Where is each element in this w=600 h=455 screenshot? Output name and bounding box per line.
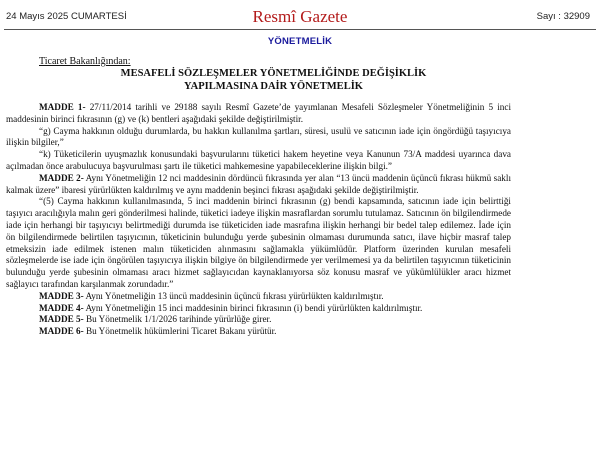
article-text: Bu Yönetmelik 1/1/2026 tarihinde yürürlüğe girer. bbox=[83, 314, 272, 325]
article-2 bbox=[6, 173, 511, 197]
gazette-header bbox=[0, 0, 600, 30]
article-text: 27/11/2014 tarihli ve 29188 sayılı Resmî Gazete’de yayımlanan Mesafeli Sözleşmeler Yönetmeliğinin 5 inci maddesinin birinci fıkrasının (g) ve (k) bentleri aşağıdaki şekilde değiştirilmiştir. bbox=[6, 102, 512, 124]
amendment-clause-g bbox=[6, 126, 511, 150]
section-heading: YÖNETMELİK bbox=[267, 36, 333, 47]
article-text: Aynı Yönetmeliğin 15 inci maddesinin birinci fıkrasının (i) bendi yürürlükten kaldırılmıştır. bbox=[83, 302, 423, 313]
header-divider bbox=[4, 29, 596, 30]
regulation-body bbox=[6, 56, 511, 338]
article-text: Aynı Yönetmeliğin 13 üncü maddesinin üçüncü fıkrası yürürlükten kaldırılmıştır. bbox=[83, 290, 384, 301]
article-4 bbox=[6, 303, 511, 315]
amendment-paragraph-5 bbox=[6, 196, 511, 290]
gazette-name: Resmî Gazete bbox=[252, 7, 348, 26]
regulation-title-line-1: MESAFELİ SÖZLEŞMELER YÖNETMELİĞİNDE DEĞİŞİKLİK bbox=[120, 68, 427, 79]
article-text: Bu Yönetmelik hükümlerini Ticaret Bakanı yürütür. bbox=[83, 326, 277, 337]
article-text: “(5) Cayma hakkının kullanılmasında, 5 inci maddenin birinci fıkrasının (g) bendi kapsamında, satıcının iade için belirttiği taşıyıcı aracılığıyla malın geri gönderilmesi halinde, tüketici iadeye ilişkin masraflardan sorumlu tutulamaz. Satıcının ön bilgilendirmede iade için herhangi bir taşıyıcıyı belirtmediği durumda ise tüketiciden iade masrafına ilişkin herhangi bir bedel talep edilemez. İade için ön bilgilendirmede belirtilen taşıyıcının, tüketicinin bulunduğu yerde şubesinin olmaması durumunda satıcı, ilave hiçbir masraf talep etmeksizin iade edilmek istenen malın tüketiciden alınmasını sağlamakla yükümlüdür. Platform üzerinden kurulan mesafeli sözleşmelerde ise iade için öngörülen taşıyıcıya ilişkin bilgiye ön bilgilendirmede yer verilmemesi ya da belirtilen taşıyıcının tüketicinin bulunduğu yerde şubesinin olmaması aracı hizmet sağlayıcıdan kaynaklanıyorsa söz konusu masraf ve yükümlülükler aracı hizmet sağlayıcı tarafından karşılanmak zorundadır.” bbox=[6, 196, 511, 289]
article-text: “k) Tüketicilerin uyuşmazlık konusundaki başvurularını tüketici hakem heyetine veya Kanunun 73/A maddesi uyarınca dava açılmadan önce arabulucuya başvurulması şartı ile tüketici mahkemesine yapabileceklerine ilişkin bilgi.” bbox=[6, 149, 511, 171]
regulation-title-line-2: YAPILMASINA DAİR YÖNETMELİK bbox=[184, 80, 363, 92]
article-label: MADDE 6- bbox=[39, 326, 84, 337]
article-label: MADDE 3- bbox=[39, 290, 84, 301]
article-label: MADDE 2- bbox=[39, 172, 84, 183]
amendment-clause-k bbox=[6, 149, 511, 173]
article-5 bbox=[6, 314, 511, 326]
issuing-authority: Ticaret Bakanlığından: bbox=[39, 56, 131, 67]
article-3 bbox=[6, 291, 511, 303]
article-text: Aynı Yönetmeliğin 12 nci maddesinin dördüncü fıkrasında yer alan “13 üncü maddenin üçüncü fıkrası hükmü saklı kalmak üzere” ibaresi yürürlükten kaldırılmış ve aynı maddenin beşinci fıkrası aşağıdaki şekilde değiştirilmiştir. bbox=[6, 172, 511, 195]
regulation-title bbox=[36, 68, 511, 93]
article-label: MADDE 4- bbox=[39, 302, 84, 313]
publication-date: 24 Mayıs 2025 CUMARTESİ bbox=[6, 11, 127, 22]
article-text: “g) Cayma hakkının olduğu durumlarda, bu hakkın kullanılma şartları, süresi, usulü ve satıcının iade için öngördüğü taşıyıcıya ilişkin bilgiler,” bbox=[6, 125, 511, 148]
article-6 bbox=[6, 326, 511, 338]
issue-number: Sayı : 32909 bbox=[536, 11, 590, 22]
article-label: MADDE 5- bbox=[39, 314, 84, 325]
article-label: MADDE 1- bbox=[39, 102, 86, 112]
article-1 bbox=[6, 102, 511, 126]
